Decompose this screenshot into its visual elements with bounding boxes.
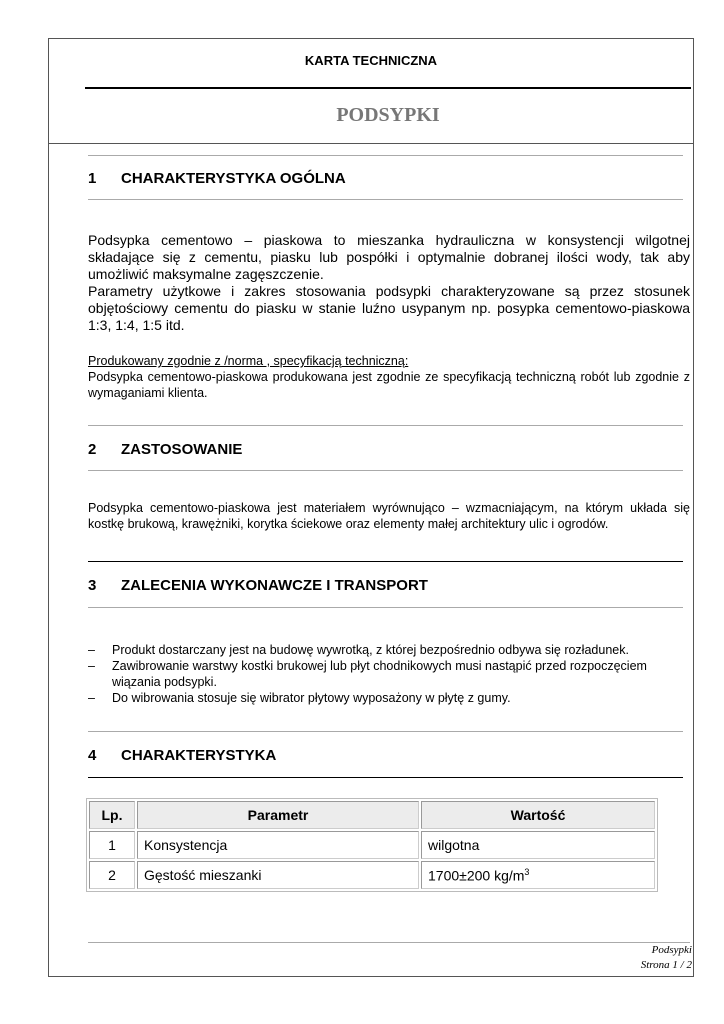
dash-bullet: – (88, 691, 95, 705)
section-title: ZASTOSOWANIE (121, 441, 243, 458)
section-number: 2 (88, 441, 97, 458)
column-header: Parametr (137, 801, 419, 829)
page-number: Strona 1 / 2 (640, 959, 692, 971)
paragraph: Parametry użytkowe i zakres stosowania podsypki charakteryzowane są przez stosunek objętościowy cementu do piasku w stanie luźno usypanym np. posypka cementowo-piaskowa 1:3, 1:4, 1:5 itd. (88, 283, 690, 333)
section-number: 1 (88, 170, 97, 187)
list-item (88, 642, 690, 658)
section-title: CHARAKTERYSTYKA OGÓLNA (121, 170, 346, 187)
divider (88, 561, 683, 562)
table-cell: Konsystencja (137, 831, 419, 859)
table-row (89, 861, 655, 889)
dash-bullet: – (88, 659, 95, 673)
divider (88, 777, 683, 778)
characteristics-table (86, 798, 658, 892)
header-label: KARTA TECHNICZNA (304, 53, 438, 68)
norm-label-text: Produkowany zgodnie z /norma , specyfikacją techniczną: (88, 354, 409, 368)
section-title: CHARAKTERYSTYKA (121, 747, 277, 764)
list-item (88, 658, 690, 690)
dash-bullet: – (88, 643, 95, 657)
table-cell: 2 (89, 861, 135, 889)
section-2-heading (88, 441, 242, 458)
value-text: 1700±200 kg/m (428, 867, 525, 884)
column-header: Wartość (421, 801, 655, 829)
norm-label (88, 353, 690, 369)
divider (88, 425, 683, 426)
divider (88, 731, 683, 732)
section-number: 4 (88, 747, 97, 764)
divider (88, 942, 690, 943)
list-item-text: Produkt dostarczany jest na budowę wywrotką, z której bezpośrednio odbywa się rozładunek. (112, 643, 629, 657)
divider (88, 199, 683, 200)
section-number: 3 (88, 577, 97, 594)
paragraph: Podsypka cementowo-piaskowa produkowana jest zgodnie ze specyfikacją techniczną robót lub zgodnie z wymaganiami klienta. (88, 370, 690, 400)
table-cell: 1 (89, 831, 135, 859)
table-header-row (89, 801, 655, 829)
table-cell: Gęstość mieszanki (137, 861, 419, 889)
column-header: Lp. (89, 801, 135, 829)
section-title: ZALECENIA WYKONAWCZE I TRANSPORT (121, 577, 428, 594)
section-3-heading (88, 577, 428, 594)
paragraph: Podsypka cementowo – piaskowa to mieszanka hydrauliczna w konsystencji wilgotnej składające się z cementu, piasku lub pospółki i optymalnie dobranej ilości wody, tak aby umożliwić maksymalne zagęszczenie. (88, 232, 690, 282)
divider (88, 155, 683, 156)
section-4-heading (88, 747, 276, 764)
divider (48, 143, 694, 144)
divider (88, 607, 683, 608)
table-cell: wilgotna (421, 831, 655, 859)
paragraph: Podsypka cementowo-piaskowa jest materiałem wyrównująco – wzmacniającym, na którym układa się kostkę brukową, krawężniki, korytka ściekowe oraz elementy małej architektury ulic i ogrodów. (88, 501, 690, 531)
list-item (88, 690, 690, 706)
table-cell (421, 861, 655, 889)
section-1-heading (88, 170, 346, 187)
footer-doc-name: Podsypki (651, 944, 692, 956)
list-item-text: Do wibrowania stosuje się wibrator płytowy wyposażony w płytę z gumy. (112, 691, 511, 705)
superscript: 3 (524, 866, 530, 877)
list-item-text: Zawibrowanie warstwy kostki brukowej lub płyt chodnikowych musi nastąpić przed rozpoczęciem wiązania podsypki. (112, 659, 647, 689)
table-row (89, 831, 655, 859)
divider (88, 470, 683, 471)
page-title: PODSYPKI (336, 104, 440, 126)
footer (641, 943, 692, 973)
divider (85, 87, 691, 89)
